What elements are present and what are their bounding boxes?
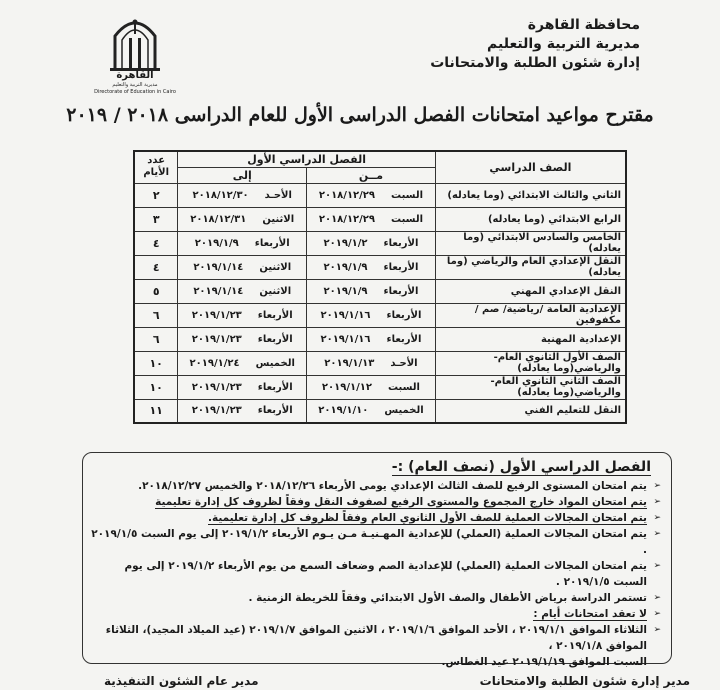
directorate-name: مديرية التربية والتعليم [487, 36, 640, 52]
to-day: الاثنين [262, 213, 295, 225]
days-cell: ٣ [134, 207, 178, 231]
term-header: الفصل الدراسي الأول [178, 151, 435, 167]
to-cell [178, 327, 307, 351]
from-day: الأربعاء [383, 285, 419, 297]
days-cell: ٥ [134, 279, 178, 303]
to-date: ٢٠١٨/١٢/٣١ [190, 213, 247, 225]
to-cell [178, 399, 307, 423]
from-date: ٢٠١٩/١/١٦ [320, 309, 371, 321]
grade-header: الصف الدراسي [435, 151, 626, 183]
from-day: الأربعاء [383, 261, 419, 273]
from-cell [307, 351, 436, 375]
schedule-row [134, 183, 626, 207]
days-cell: ٤ [134, 255, 178, 279]
note-item: ➢ الثلاثاء الموافق ٢٠١٩/١/١ ، الأحد الموافق ٢٠١٩/١/٦ ، الاثنين الموافق ٢٠١٩/١/٧ (عيد الميلاد المجيد)، الثلاثاء الموافق ٢٠١٩/١/٨ ، [91, 622, 661, 654]
from-cell [307, 207, 436, 231]
schedule-row [134, 279, 626, 303]
days-cell: ٦ [134, 327, 178, 351]
grade-cell: الصف الأول الثانوي العام- والرياضي(وما يعادله) [435, 351, 626, 375]
days-cell: ٢ [134, 183, 178, 207]
days-cell: ١١ [134, 399, 178, 423]
from-day: السبت [391, 189, 424, 201]
to-header: إلى [178, 167, 307, 183]
days-cell: ١٠ [134, 351, 178, 375]
from-day: الأحـد [390, 357, 418, 369]
note-item: ➢ تستمر الدراسة برياض الأطفال والصف الأول الابتدائي وفقاً للخريطة الزمنية . [91, 590, 661, 606]
note-item: ➢ يتم امتحان المواد خارج المجموع والمستوى الرفيع لصفوف النقل وفقاً لظروف كل إدارة تعليمية [91, 494, 661, 510]
note-item: ➢ يتم امتحان المجالات العملية (العملي) للإعدادية الصم وضعاف السمع من يوم الأربعاء ٢٠١٩/١/٢ إلى يوم السبت ٢٠١٩/١/٥ . [91, 558, 661, 590]
from-day: الأربعاء [386, 309, 422, 321]
logo-name: القاهرة [116, 70, 154, 81]
grade-cell: النقل الإعدادي العام والرياضي (وما يعادله) [435, 255, 626, 279]
grade-cell: النقل الإعدادي المهني [435, 279, 626, 303]
to-date: ٢٠١٩/١/٢٣ [191, 381, 242, 393]
note-item: ➢ يتم امتحان المستوى الرفيع للصف الثالث الإعدادي يومى الأربعاء ٢٠١٨/١٢/٢٦ والخميس ٢٠١٨/١٢/٢٧. [91, 478, 661, 494]
from-day: الأربعاء [383, 237, 419, 249]
to-cell [178, 351, 307, 375]
from-date: ٢٠١٩/١/١٣ [324, 357, 375, 369]
from-cell [307, 279, 436, 303]
to-cell [178, 255, 307, 279]
to-cell [178, 375, 307, 399]
grade-cell: الرابع الابتدائي (وما يعادله) [435, 207, 626, 231]
signature-left: مدير عام الشئون التنفيذية [104, 674, 259, 688]
to-date: ٢٠١٩/١/١٤ [193, 285, 244, 297]
from-day: الأربعاء [386, 333, 422, 345]
to-cell [178, 303, 307, 327]
from-date: ٢٠١٩/١/١٦ [320, 333, 371, 345]
mosque-arch-logo-icon [94, 14, 176, 104]
schedule-row [134, 399, 626, 423]
to-date: ٢٠١٨/١٢/٣٠ [192, 189, 249, 201]
days-cell: ٦ [134, 303, 178, 327]
from-date: ٢٠١٩/١/٢ [323, 237, 368, 249]
from-date: ٢٠١٩/١/٩ [323, 285, 368, 297]
grade-cell: الإعدادية العامة /رياضية/ صم / مكفوفين [435, 303, 626, 327]
note-item: ➢ يتم امتحان المجالات العملية للصف الأول الثانوي العام وفقاً لظروف كل إدارة تعليمية. [91, 510, 661, 526]
to-day: الخميس [255, 357, 295, 369]
days-cell: ٤ [134, 231, 178, 255]
schedule-row [134, 375, 626, 399]
from-cell [307, 231, 436, 255]
from-cell [307, 255, 436, 279]
days-cell: ١٠ [134, 375, 178, 399]
to-cell [178, 231, 307, 255]
grade-cell: النقل للتعليم الفني [435, 399, 626, 423]
from-date: ٢٠١٨/١٢/٢٩ [318, 213, 376, 225]
schedule-row [134, 207, 626, 231]
document-title: مقترح مواعيد امتحانات الفصل الدراسى الأول للعام الدراسى ٢٠١٨ / ٢٠١٩ [66, 104, 654, 126]
to-day: الاثنين [259, 261, 292, 273]
to-date: ٢٠١٩/١/٢٤ [189, 357, 240, 369]
to-cell [178, 207, 307, 231]
to-cell [178, 183, 307, 207]
schedule-row [134, 351, 626, 375]
logo-subtitle-en: Directorate of Education in Cairo [94, 89, 176, 95]
notes-title: الفصل الدراسي الأول (نصف العام) :- [391, 459, 651, 475]
from-cell [307, 399, 436, 423]
to-day: الأربعاء [257, 333, 293, 345]
to-date: ٢٠١٩/١/٢٣ [191, 333, 242, 345]
schedule-row [134, 255, 626, 279]
note-item: ➢ يتم امتحان المجالات العملية (العملي) للإعدادية المهـنيـة مـن يـوم الأربعاء ٢٠١٩/١/٢ إلى يوم السبت ٢٠١٩/١/٥ . [91, 526, 661, 558]
to-date: ٢٠١٩/١/٢٣ [191, 405, 242, 417]
grade-cell: الصف الثاني الثانوي العام- والرياضي(وما يعادله) [435, 375, 626, 399]
to-day: الاثنين [259, 285, 292, 297]
from-cell [307, 303, 436, 327]
to-day: الأربعاء [257, 309, 293, 321]
to-day: الأربعاء [257, 381, 293, 393]
notes-box [82, 452, 672, 668]
to-day: الأربعاء [257, 405, 293, 417]
logo-subtitle: مديرية التربية والتعليم [112, 82, 158, 88]
from-cell [307, 375, 436, 399]
days-header: عدد الأيام [134, 151, 178, 183]
from-day: السبت [387, 381, 420, 393]
signature-right: مدير إدارة شئون الطلبة والامتحانات [479, 674, 690, 688]
to-day: الأحـد [264, 189, 292, 201]
schedule-row [134, 231, 626, 255]
letterhead [430, 16, 640, 73]
from-date: ٢٠١٩/١/١٠ [318, 405, 369, 417]
department-name: إدارة شئون الطلبة والامتحانات [430, 55, 640, 71]
exam-schedule-table [133, 150, 627, 424]
grade-cell: الثاني والثالث الابتدائي (وما يعادله) [435, 183, 626, 207]
schedule-row [134, 303, 626, 327]
from-day: السبت [391, 213, 424, 225]
from-header: مــن [307, 167, 436, 183]
from-date: ٢٠١٨/١٢/٢٩ [318, 189, 376, 201]
to-cell [178, 279, 307, 303]
to-date: ٢٠١٩/١/٢٣ [191, 309, 242, 321]
from-cell [307, 327, 436, 351]
from-date: ٢٠١٩/١/٩ [323, 261, 368, 273]
to-date: ٢٠١٩/١/٩ [194, 237, 239, 249]
note-item: ➢ لا تعقد امتحانات أيام : [91, 606, 661, 622]
governorate-name: محافظة القاهرة [527, 17, 640, 33]
grade-cell: الخامس والسادس الابتدائي (وما يعادله) [435, 231, 626, 255]
grade-cell: الإعدادية المهنية [435, 327, 626, 351]
note-item-continued: السبت الموافق ٢٠١٩/١/١٩ عيد الغطاس. [441, 656, 647, 668]
to-day: الأربعاء [254, 237, 290, 249]
from-cell [307, 183, 436, 207]
from-date: ٢٠١٩/١/١٢ [321, 381, 372, 393]
from-day: الخميس [384, 405, 424, 417]
schedule-row [134, 327, 626, 351]
to-date: ٢٠١٩/١/١٤ [193, 261, 244, 273]
